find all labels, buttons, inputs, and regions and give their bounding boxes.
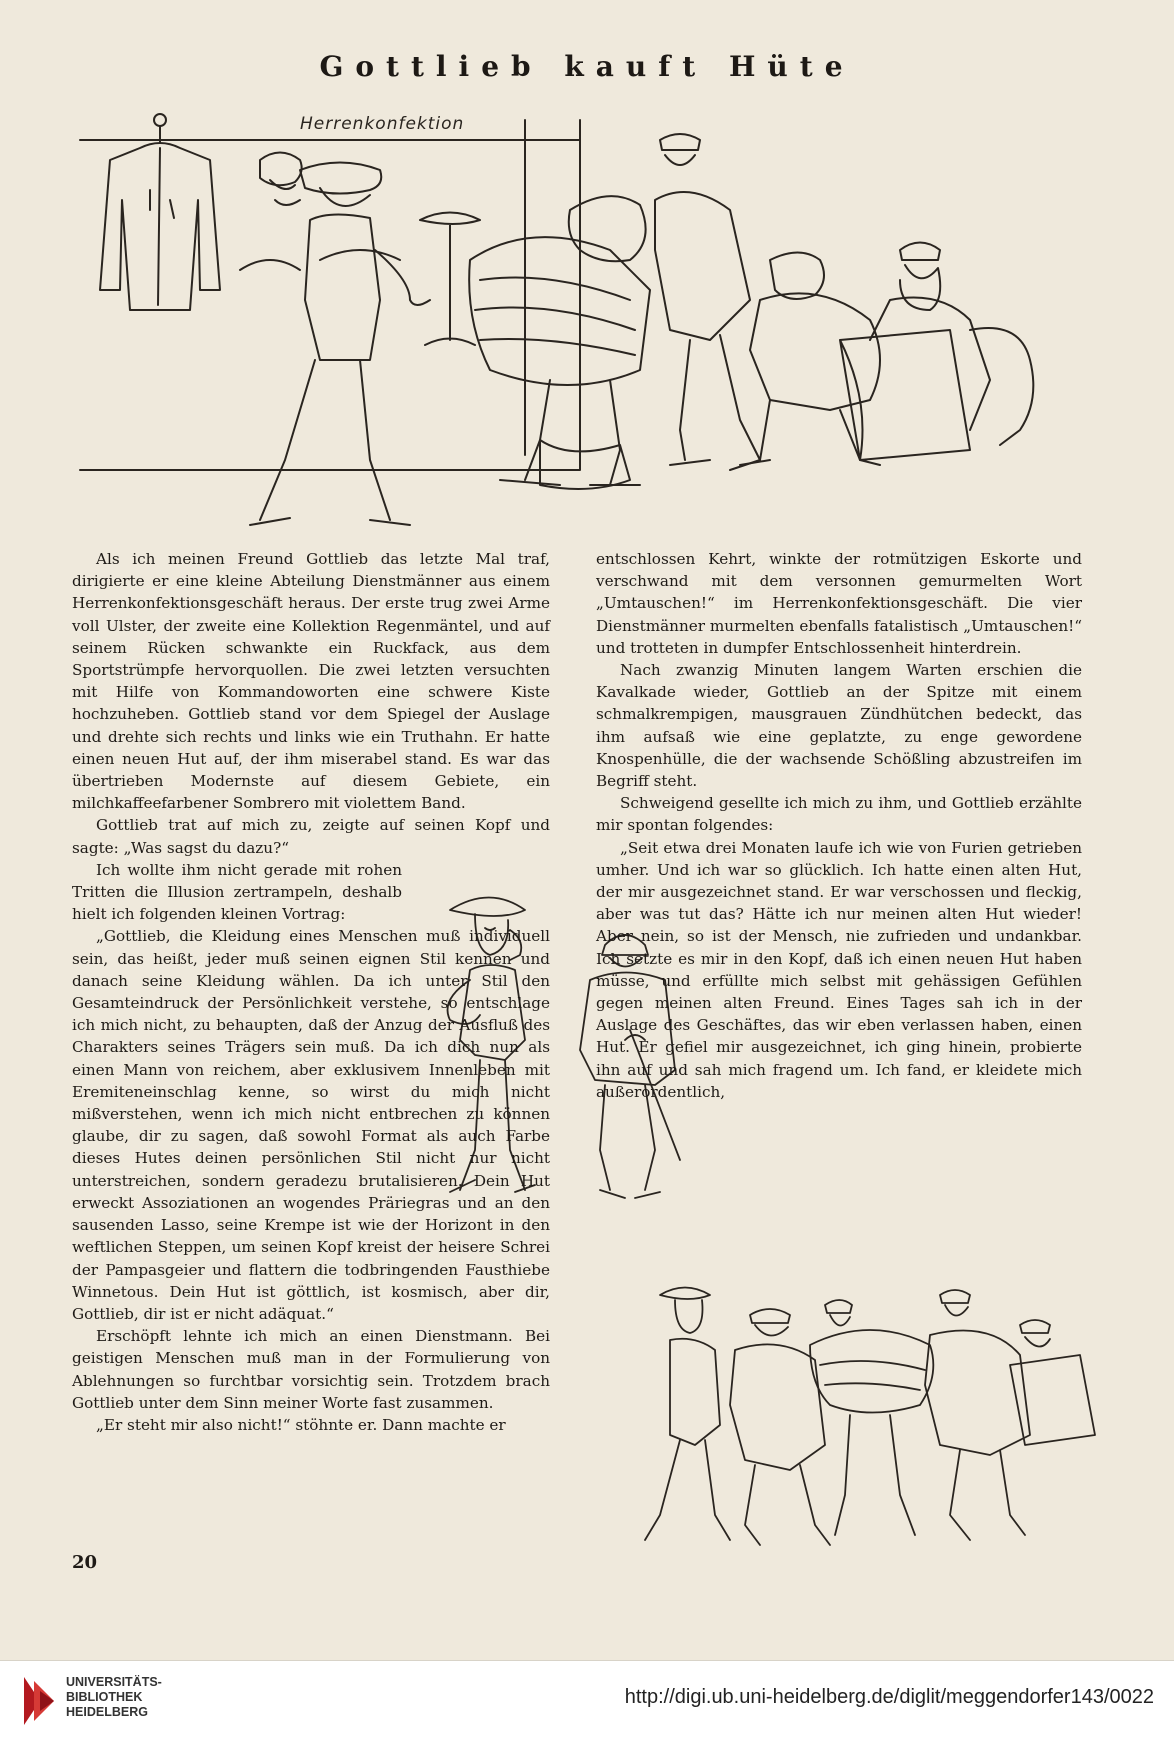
university-logo-icon	[20, 1671, 58, 1731]
bottom-illustration	[640, 1255, 1100, 1565]
paragraph: Erschöpft lehnte ich mich an einen Dienstmann. Bei geistigen Menschen muß man in der Formulierung von Ablehnungen so furchtbar vorsichtig sein. Trotzdem brach Gottlieb unter dem Sinn meiner Worte fast zusammen.	[72, 1327, 550, 1412]
paragraph: Schweigend gesellte ich mich zu ihm, und Gottlieb erzählte mir spontan folgendes:	[596, 794, 1082, 835]
paragraph: Gottlieb trat auf mich zu, zeigte auf seinen Kopf und sagte: „Was sagst du dazu?“	[72, 816, 550, 857]
institution-line: HEIDELBERG	[66, 1705, 148, 1719]
paragraph: Als ich meinen Freund Gottlieb das letzte Mal traf, dirigierte er eine kleine Abteilung Dienstmänner aus einem Herrenkonfektionsgeschäft heraus. Der erste trug zwei Arme voll Ulster, der zweite eine Kollektion Regenmäntel, und auf seinem Rücken schwankte ein Ruckfack, aus dem Sportstrümpfe hervorquollen. Die zwei letzten versuchten mit Hilfe von Kommandoworten eine schwere Kiste hochzuheben. Gottlieb stand vor dem Spiegel der Auslage und drehte sich rechts und links wie ein Truthahn. Er hatte einen neuen Hut auf, der ihm miserabel stand. Es war das übertrieben Modernste auf diesem Gebiete, ein milchkaffeefarbener Sombrero mit violettem Band.	[72, 550, 550, 813]
illustration-caption-herrenkonfektion: Herrenkonfektion	[300, 114, 465, 134]
viewer-footer	[0, 1660, 1174, 1742]
source-url-link[interactable]: http://digi.ub.uni-heidelberg.de/diglit/meggendorfer143/0022	[624, 1686, 1154, 1708]
institution-line: BIBLIOTHEK	[66, 1690, 143, 1704]
paragraph: Ich wollte ihm nicht gerade mit rohen Tritten die Illusion zertrampeln, deshalb hielt ich folgenden kleinen Vortrag:	[72, 860, 402, 924]
paragraph: „Er steht mir also nicht!“ stöhnte er. Dann machte er	[96, 1415, 506, 1434]
paragraph: „Gottlieb, die Kleidung eines Menschen muß individuell sein, das heißt, jeder muß seinen eignen Stil kennen und danach seine Kleidung wählen. Da ich unter Stil den Gesamteindruck der Persönlichkeit verstehe, so entschlage ich mich nicht, zu behaupten, daß der Anzug der Ausfluß des Charakters seines Trägers sein muß. Da ich dich nun als einen Mann von reichem, aber exklusivem Innenleben mit Eremiteneinschlag kenne, so wirst du mich nicht mißverstehen, wenn ich mich nicht entbrechen zu können glaube, dir zu sagen, daß sowohl Format als auch Farbe dieses Hutes deinen persönlichen Stil nicht nur nicht unterstreichen, sondern geradezu brutalisieren. Dein Hut erweckt Assoziationen an wogendes Präriegras und an den sausenden Lasso, seine Krempe ist wie der Horizont in den weftlichen Steppen, um seinen Kopf kreist der heisere Schrei der Pampasgeier und flattern die todbringenden Fausthiebe Winnetous. Dein Hut ist göttlich, ist kosmisch, aber dir, Gottlieb, dir ist er nicht adäquat.“	[72, 927, 550, 1323]
left-text-column	[72, 548, 550, 1436]
paragraph: entschlossen Kehrt, winkte der rotmützigen Eskorte und verschwand mit dem versonnen gemurmelten Wort „Umtauschen!“ im Herrenkonfektionsgeschäft. Die vier Dienstmänner murmelten ebenfalls fatalistisch „Umtauschen!“ und trotteten in dumpfer Entschlossenheit hinterdrein.	[596, 550, 1082, 657]
right-text-column	[596, 548, 1082, 1103]
paragraph: „Seit etwa drei Monaten laufe ich wie von Furien getrieben umher. Und ich war so glücklich. Ich hatte einen alten Hut, der mir ausgezeichnet stand. Er war verschossen und fleckig, aber was tut das? Hätte ich nur meinen alten Hut wieder! Aber nein, so ist der Mensch, nie zufrieden und undankbar. Ich setzte es mir in den Kopf, daß ich einen neuen Hut haben müsse, und erfüllte mich selbst mit gehässigen Gefühlen gegen meinen alten Freund. Eines Tages sah ich in der Auslage des Geschäftes, das wir eben verlassen haben, einen Hut. Er gefiel mir ausgezeichnet, ich ging hinein, probierte ihn auf und sah mich fragend um. Ich fand, er kleidete mich außerordentlich,	[596, 838, 1082, 1101]
institution-name	[66, 1675, 162, 1720]
top-illustration	[70, 100, 1100, 550]
paragraph: Nach zwanzig Minuten langem Warten erschien die Kavalkade wieder, Gottlieb an der Spitze mit einem schmalkrempigen, mausgrauen Zündhütchen bedeckt, das ihm aufsaß wie eine geplatzte, zu enge gewordene Knospenhülle, die der wachsende Schößling abzustreifen im Begriff steht.	[596, 661, 1082, 791]
institution-line: UNIVERSITÄTS-	[66, 1675, 162, 1689]
page-number: 20	[72, 1552, 98, 1573]
page-title: Gottlieb kauft Hüte	[319, 50, 855, 83]
